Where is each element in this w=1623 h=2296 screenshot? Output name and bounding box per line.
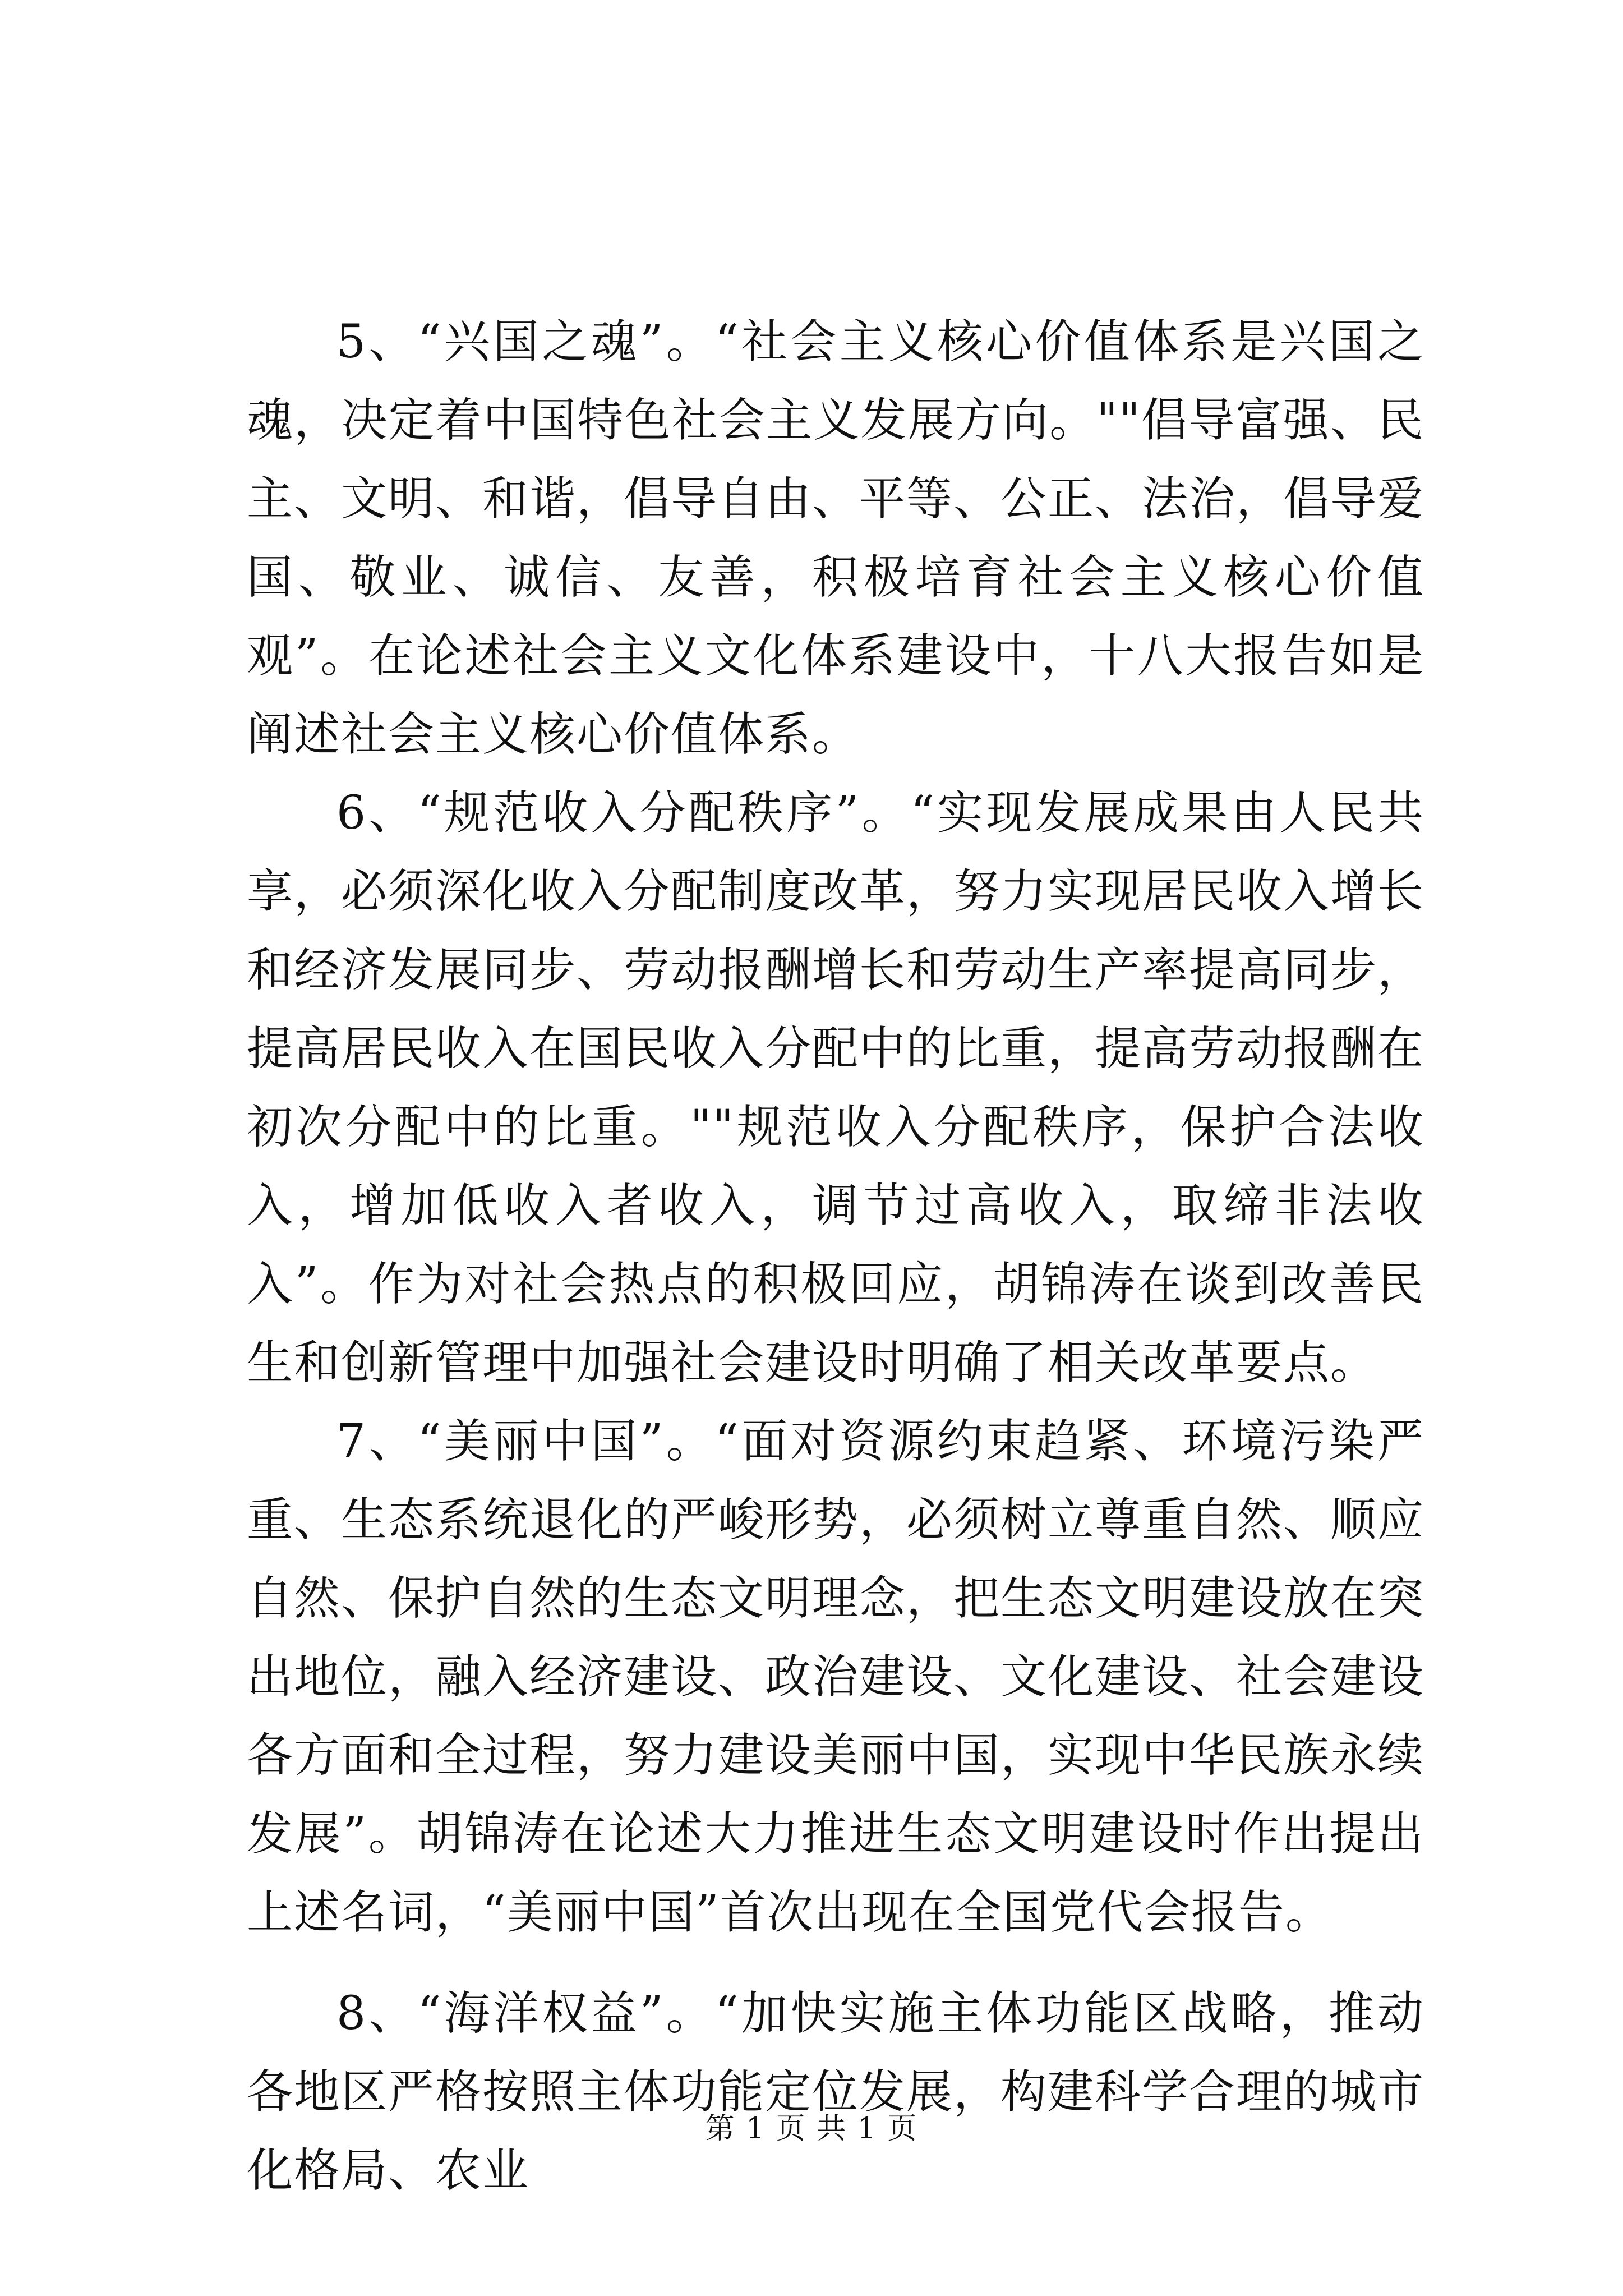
paragraph-item-6: 6、“规范收入分配秩序”。“实现发展成果由人民共享，必须深化收入分配制度改革，努力实现居民收入增长和经济发展同步、劳动报酬增长和劳动生产率提高同步，提高居民收入在国民收入分配中的比重，提高劳动报酬在初次分配中的比重。""规范收入分配秩序，保护合法收入，增加低收入者收入，调节过高收入，取缔非法收入”。作为对社会热点的积极回应，胡锦涛在谈到改善民生和创新管理中加强社会建设时明确了相关改革要点。 — [247, 786, 1425, 1389]
paragraph-item-7: 7、“美丽中国”。“面对资源约束趋紧、环境污染严重、生态系统退化的严峻形势，必须树立尊重自然、顺应自然、保护自然的生态文明理念，把生态文明建设放在突出地位，融入经济建设、政治建设、文化建设、社会建设各方面和全过程，努力建设美丽中国，实现中华民族永续发展”。胡锦涛在论述大力推进生态文明建设时作出提出上述名词，“美丽中国”首次出现在全国党代会报告。 — [247, 1415, 1425, 1939]
paragraph-item-5: 5、“兴国之魂”。“社会主义核心价值体系是兴国之魂，决定着中国特色社会主义发展方向。""倡导富强、民主、文明、和谐，倡导自由、平等、公正、法治，倡导爱国、敬业、诚信、友善，积极培育社会主义核心价值观”。在论述社会主义文化体系建设中，十八大报告如是阐述社会主义核心价值体系。 — [247, 315, 1425, 761]
paragraph-item-8: 8、“海洋权益”。“加快实施主体功能区战略，推动各地区严格按照主体功能定位发展，构建科学合理的城市化格局、农业 — [247, 1987, 1425, 2197]
document-body — [247, 303, 1424, 2210]
page-footer: 第 1 页 共 1 页 — [705, 2112, 918, 2146]
